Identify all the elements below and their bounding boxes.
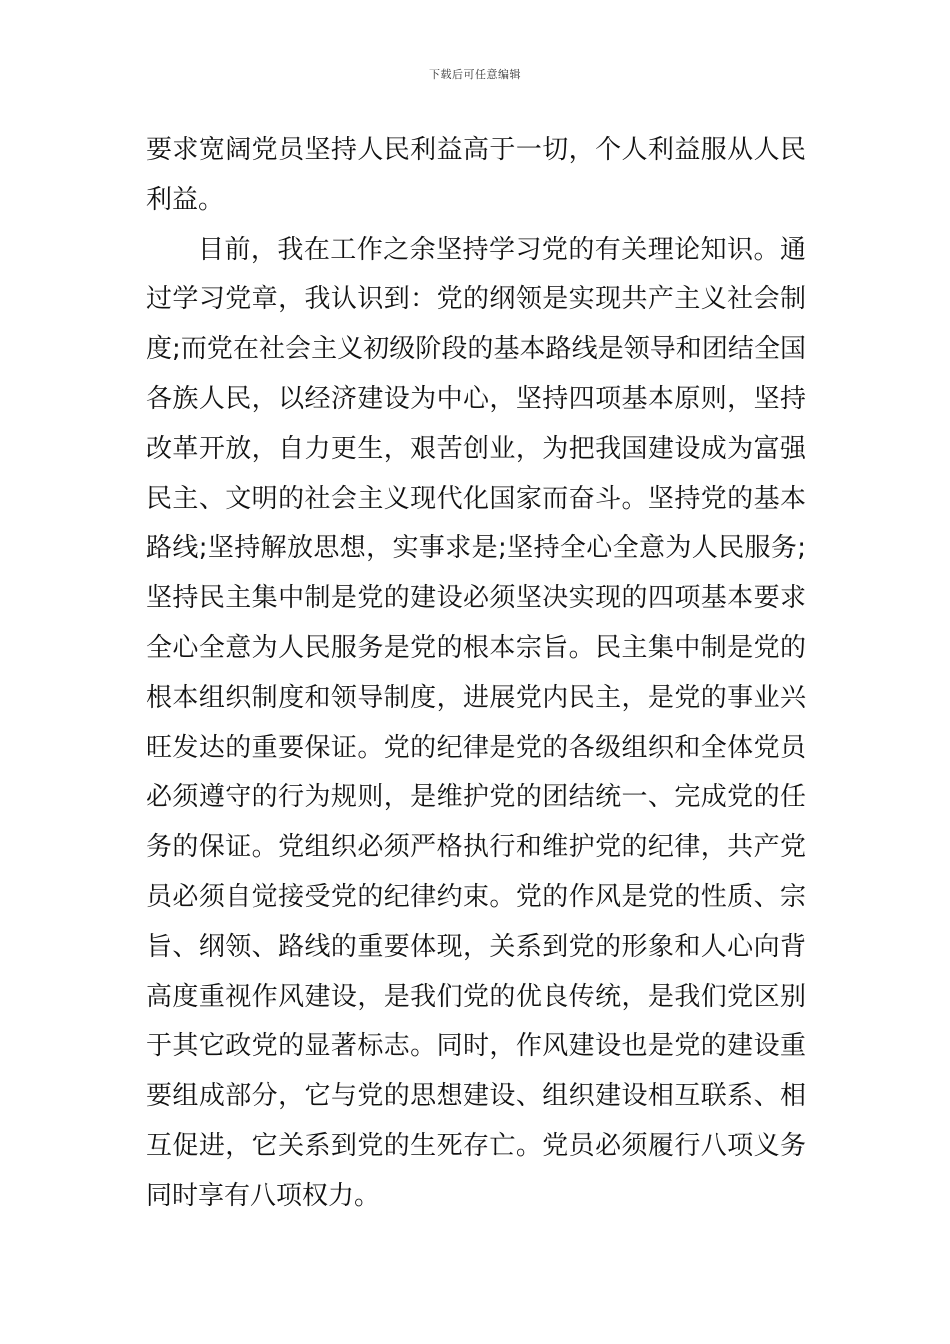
- text-line: 必须遵守的行为规则，是维护党的团结统一、完成党的任: [146, 782, 806, 813]
- text-line: 利益。: [146, 184, 225, 215]
- text-line: 旺发达的重要保证。党的纪律是党的各级组织和全体党员: [146, 732, 806, 763]
- text-line: 高度重视作风建设，是我们党的优良传统，是我们党区别: [146, 981, 806, 1012]
- text-line: 同时享有八项权力。: [146, 1180, 381, 1211]
- text-line: 旨、纲领、路线的重要体现，关系到党的形象和人心向背: [146, 931, 806, 962]
- text-line: 民主、文明的社会主义现代化国家而奋斗。坚持党的基本: [146, 483, 806, 514]
- text-line: 务的保证。党组织必须严格执行和维护党的纪律，共产党: [146, 832, 806, 863]
- text-line: 过学习党章，我认识到：党的纲领是实现共产主义社会制: [146, 284, 806, 315]
- text-line: 度;而党在社会主义初级阶段的基本路线是领导和团结全国: [146, 334, 806, 365]
- document-body: [146, 126, 806, 1222]
- text-line: 要组成部分，它与党的思想建设、组织建设相互联系、相: [146, 1081, 806, 1112]
- text-line: 坚持民主集中制是党的建设必须坚决实现的四项基本要求: [146, 583, 806, 614]
- text-line: 改革开放，自力更生，艰苦创业，为把我国建设成为富强: [146, 433, 806, 464]
- paragraph-2: [146, 226, 806, 1222]
- text-line: 根本组织制度和领导制度，进展党内民主，是党的事业兴: [146, 682, 806, 713]
- paragraph-1: [146, 126, 806, 226]
- page-header-note: 下载后可任意编辑: [429, 68, 521, 81]
- text-line: 于其它政党的显著标志。同时，作风建设也是党的建设重: [146, 1031, 806, 1062]
- text-line: 目前，我在工作之余坚持学习党的有关理论知识。通: [198, 234, 806, 265]
- text-line: 员必须自觉接受党的纪律约束。党的作风是党的性质、宗: [146, 881, 806, 912]
- text-line: 互促进，它关系到党的生死存亡。党员必须履行八项义务: [146, 1130, 806, 1161]
- text-line: 各族人民，以经济建设为中心，坚持四项基本原则，坚持: [146, 383, 806, 414]
- text-line: 要求宽阔党员坚持人民利益高于一切，个人利益服从人民: [146, 135, 806, 165]
- text-line: 全心全意为人民服务是党的根本宗旨。民主集中制是党的: [146, 632, 806, 663]
- text-line: 路线;坚持解放思想，实事求是;坚持全心全意为人民服务;: [146, 533, 806, 564]
